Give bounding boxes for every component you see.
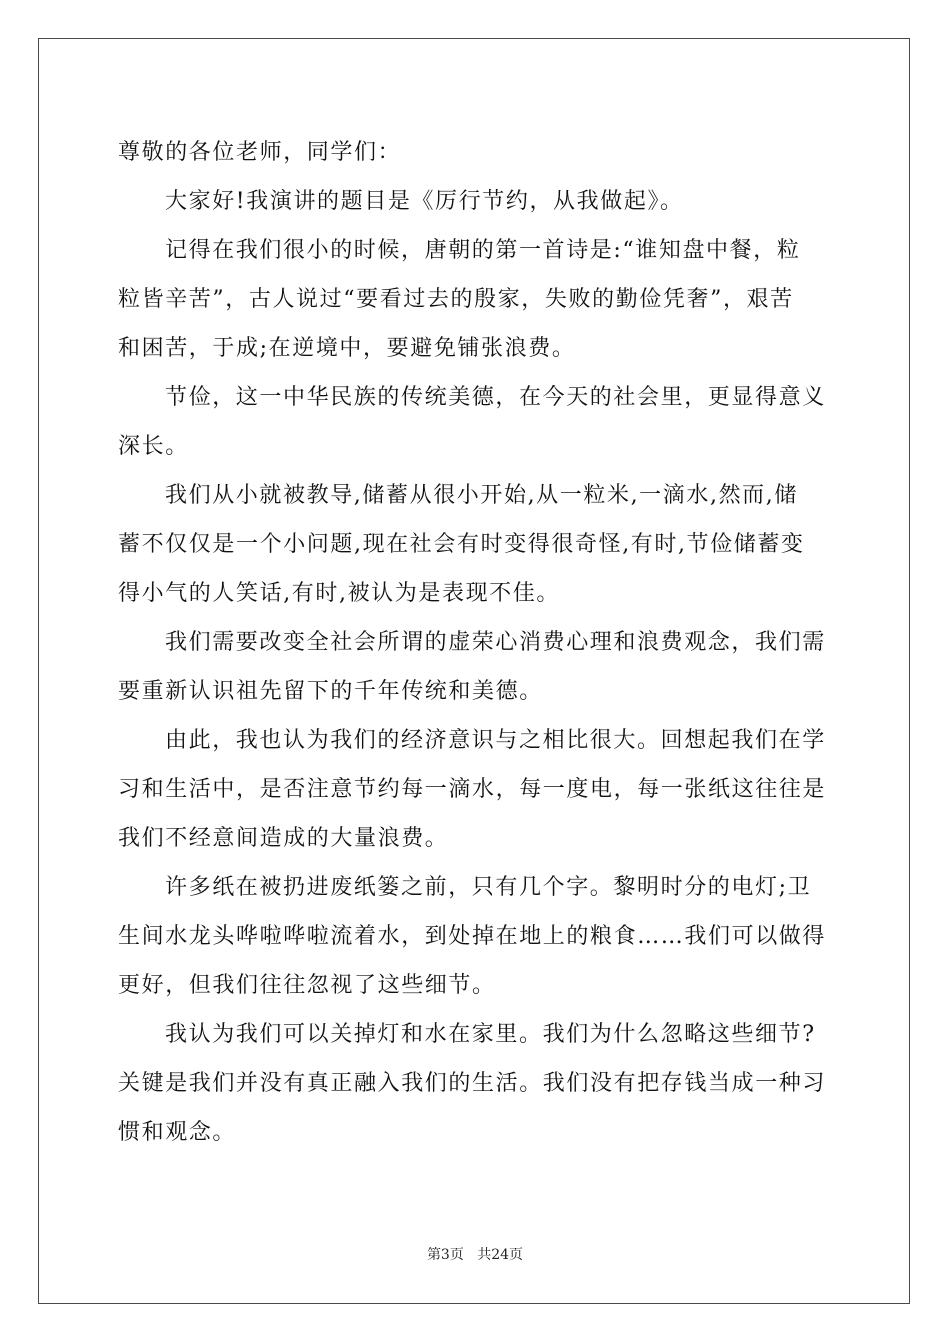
text-line: 许多纸在被扔进废纸篓之前，只有几个字。黎明时分的电灯;卫 xyxy=(165,875,812,900)
text-line: 我们需要改变全社会所谓的虚荣心消费心理和浪费观念，我们需 xyxy=(165,630,826,655)
text-line: 节俭，这一中华民族的传统美德，在今天的社会里，更显得意义 xyxy=(165,385,826,410)
text-line: 大家好!我演讲的题目是《厉行节约，从我做起》。 xyxy=(165,189,684,214)
text-line: 我认为我们可以关掉灯和水在家里。我们为什么忽略这些细节? xyxy=(165,1022,816,1047)
page-total: 共24页 xyxy=(477,1247,524,1263)
text-line: 尊敬的各位老师，同学们： xyxy=(118,140,402,165)
document-body xyxy=(118,128,836,1157)
text-line: 要重新认识祖先留下的千年传统和美德。 xyxy=(118,679,543,704)
text-line: 深长。 xyxy=(118,434,189,459)
text-line: 记得在我们很小的时候，唐朝的第一首诗是:“谁知盘中餐，粒 xyxy=(165,238,801,263)
page-number: 第3页 xyxy=(426,1247,464,1263)
page-footer xyxy=(0,1244,950,1264)
text-line: 习和生活中，是否注意节约每一滴水，每一度电，每一张纸这往往是 xyxy=(118,777,827,802)
text-line: 由此，我也认为我们的经济意识与之相比很大。回想起我们在学 xyxy=(165,728,826,753)
text-line: 生间水龙头哗啦哗啦流着水，到处掉在地上的粮食……我们可以做得 xyxy=(118,924,827,949)
text-line: 关键是我们并没有真正融入我们的生活。我们没有把存钱当成一种习 xyxy=(118,1071,827,1096)
text-line: 得小气的人笑话,有时,被认为是表现不佳。 xyxy=(118,581,560,606)
text-line: 粒皆辛苦”，古人说过“要看过去的殷家，失败的勤俭凭奢”，艰苦 xyxy=(118,287,794,312)
text-line: 蓄不仅仅是一个小问题,现在社会有时变得很奇怪,有时,节俭储蓄变 xyxy=(118,532,805,557)
text-line: 我们不经意间造成的大量浪费。 xyxy=(118,826,449,851)
text-line: 惯和观念。 xyxy=(118,1120,237,1145)
text-line: 和困苦，于成;在逆境中，要避免铺张浪费。 xyxy=(118,336,576,361)
text-line: 更好，但我们往往忽视了这些细节。 xyxy=(118,973,496,998)
text-line: 我们从小就被教导,储蓄从很小开始,从一粒米,一滴水,然而,储 xyxy=(165,483,798,508)
